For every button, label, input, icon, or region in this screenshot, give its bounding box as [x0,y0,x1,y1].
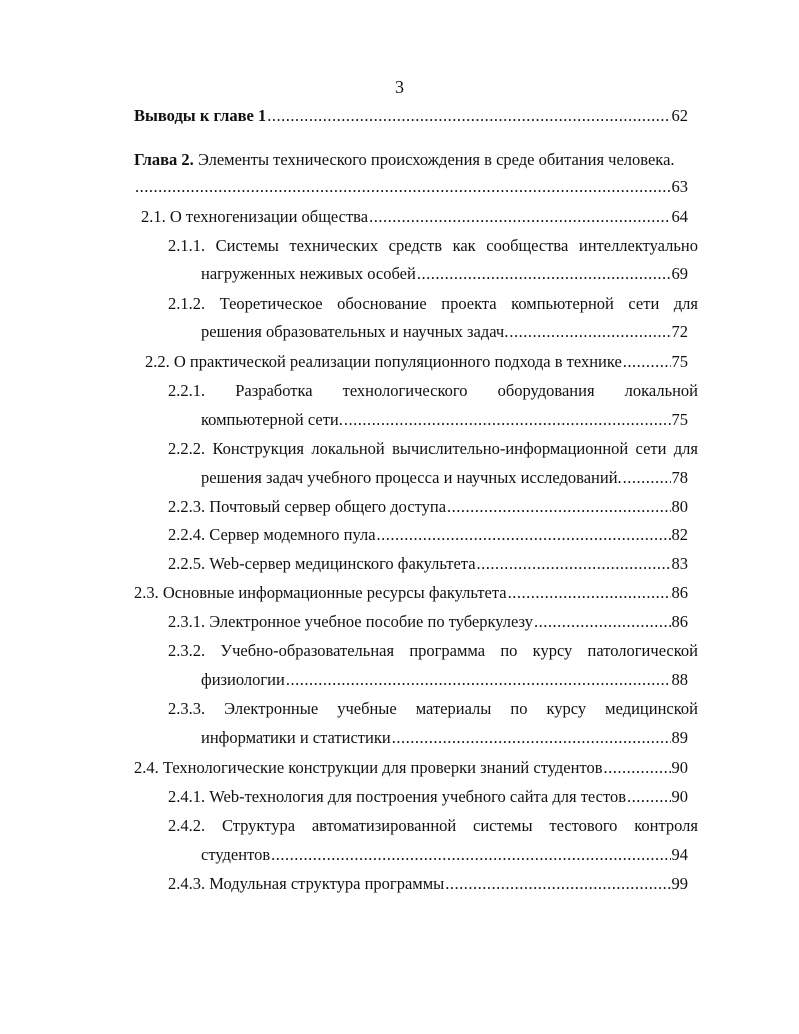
leader-dots [267,106,670,126]
toc-entry-2-1-1-cont [201,264,688,284]
toc-entry-2-2-1 [168,381,698,401]
toc-entry-page: 99 [671,874,688,893]
section-title-line1: Учебно-образовательная программа по курсу патологической [220,641,699,660]
leader-dots [477,554,671,574]
section-number: 2.3.1. [168,612,206,631]
toc-entry-2-2-2-cont [201,468,688,488]
section-number: 2.2.2. [168,439,206,458]
section-title-line2: физиологии [201,670,285,689]
section-title-line1: Системы технических средств как сообщества интеллектуально [215,236,698,255]
toc-entry-2-2-1-cont [201,410,688,430]
toc-entry-page: 94 [671,845,688,864]
toc-entry-page: 86 [671,583,688,602]
chapter-title: Элементы технического происхождения в среде обитания человека. [197,150,675,169]
leader-dots [627,787,670,807]
toc-entry-page: 78 [671,468,688,487]
toc-entry-page: 82 [671,525,688,544]
section-number: 2.2.3. [168,497,206,516]
toc-entry-2-1-1 [168,236,698,256]
toc-entry-2-1 [141,207,688,227]
section-title-line1: Разработка технологического оборудования локальной [235,381,699,400]
section-title: О практической реализации популяционного подхода в технике [173,352,622,371]
leader-dots [623,352,671,372]
toc-entry-2-1-2 [168,294,698,314]
page-number: 3 [395,77,404,97]
leader-dots [604,758,671,778]
toc-entry-2-4-2-cont [201,845,688,865]
toc-entry-2-4 [134,758,688,778]
toc-entry-page: 89 [671,728,688,747]
section-number: 2.2.5. [168,554,206,573]
toc-entry-2-4-3 [168,874,688,894]
leader-dots [271,845,670,865]
section-number: 2.4.1. [168,787,206,806]
leader-dots [623,468,671,488]
section-number: 2.3. [134,583,159,602]
section-title-line1: Теоретическое обоснование проекта компьютерной сети для [219,294,699,313]
toc-entry-chapter-2 [134,150,688,170]
section-title-line2: нагруженных неживых особей [201,264,416,283]
leader-dots [417,264,671,284]
chapter-prefix: Глава 2. [134,150,194,169]
toc-entry-page: 80 [671,497,688,516]
toc-entry-2-2-3 [168,497,688,517]
section-number: 2.2.4. [168,525,206,544]
leader-dots [369,207,670,227]
toc-entry-conclusions-chapter-1 [134,106,688,126]
section-number: 2.4.2. [168,816,206,835]
toc-entry-page: 63 [671,177,688,196]
section-title-line2: студентов [201,845,271,864]
section-number: 2.1.2. [168,294,206,313]
toc-entry-2-4-1 [168,787,688,807]
toc-entry-2-3-3-cont [201,728,688,748]
section-title: О техногенизации общества [169,207,369,226]
toc-entry-2-2-4 [168,525,688,545]
toc-entry-2-3-3 [168,699,698,719]
section-number: 2.4. [134,758,159,777]
toc-entry-2-1-2-cont [201,322,688,342]
toc-entry-page: 90 [671,758,688,777]
section-title: Сервер модемного пула [209,525,376,544]
toc-entry-page: 64 [671,207,688,226]
section-number: 2.1. [141,207,166,226]
section-title: Электронное учебное пособие по туберкулезу [209,612,533,631]
section-number: 2.2.1. [168,381,206,400]
toc-entry-2-4-2 [168,816,698,836]
section-title-line1: Электронные учебные материалы по курсу медицинской [224,699,698,718]
toc-entry-2-3-2 [168,641,698,661]
leader-dots [377,525,671,545]
leader-dots [447,497,670,517]
section-title-line2: компьютерной сети. [201,410,343,429]
section-title: Web-технология для построения учебного сайта для тестов [209,787,627,806]
section-title-line2: информатики и статистики [201,728,391,747]
section-title-line1: Конструкция локальной вычислительно-информационной сети для [212,439,699,458]
section-title: Web-сервер медицинского факультета [209,554,476,573]
toc-entry-2-2 [145,352,688,372]
toc-entry-label: Выводы к главе 1 [134,106,267,125]
toc-entry-page: 90 [671,787,688,806]
toc-entry-page: 83 [671,554,688,573]
toc-entry-page: 88 [671,670,688,689]
toc-entry-2-3 [134,583,688,603]
section-title-line2: решения задач учебного процесса и научных исследований. [201,468,622,487]
leader-dots [286,670,671,690]
section-number: 2.4.3. [168,874,206,893]
leader-dots [508,583,671,603]
section-number: 2.2. [145,352,170,371]
section-title: Модульная структура программы [209,874,445,893]
toc-entry-page: 69 [671,264,688,283]
leader-dots [534,612,671,632]
toc-entry-page: 72 [671,322,688,341]
toc-entry-page: 75 [671,410,688,429]
toc-entry-page: 62 [671,106,688,125]
toc-entry-2-2-2 [168,439,698,459]
leader-dots [392,728,671,748]
section-title: Почтовый сервер общего доступа [209,497,447,516]
toc-entry-2-3-2-cont [201,670,688,690]
section-title-line1: Структура автоматизированной системы тестового контроля [221,816,699,835]
toc-entry-2-2-5 [168,554,688,574]
leader-dots [509,322,670,342]
section-title-line2: решения образовательных и научных задач. [201,322,509,341]
section-number: 2.3.3. [168,699,206,718]
leader-dots [344,410,671,430]
toc-entry-chapter-2-cont [134,177,688,197]
toc-entry-2-3-1 [168,612,688,632]
leader-dots [445,874,670,894]
leader-dots [135,177,671,197]
toc-entry-page: 75 [671,352,688,371]
section-number: 2.3.2. [168,641,206,660]
section-number: 2.1.1. [168,236,206,255]
section-title: Технологические конструкции для проверки знаний студентов [162,758,603,777]
toc-entry-page: 86 [671,612,688,631]
section-title: Основные информационные ресурсы факультета [162,583,507,602]
